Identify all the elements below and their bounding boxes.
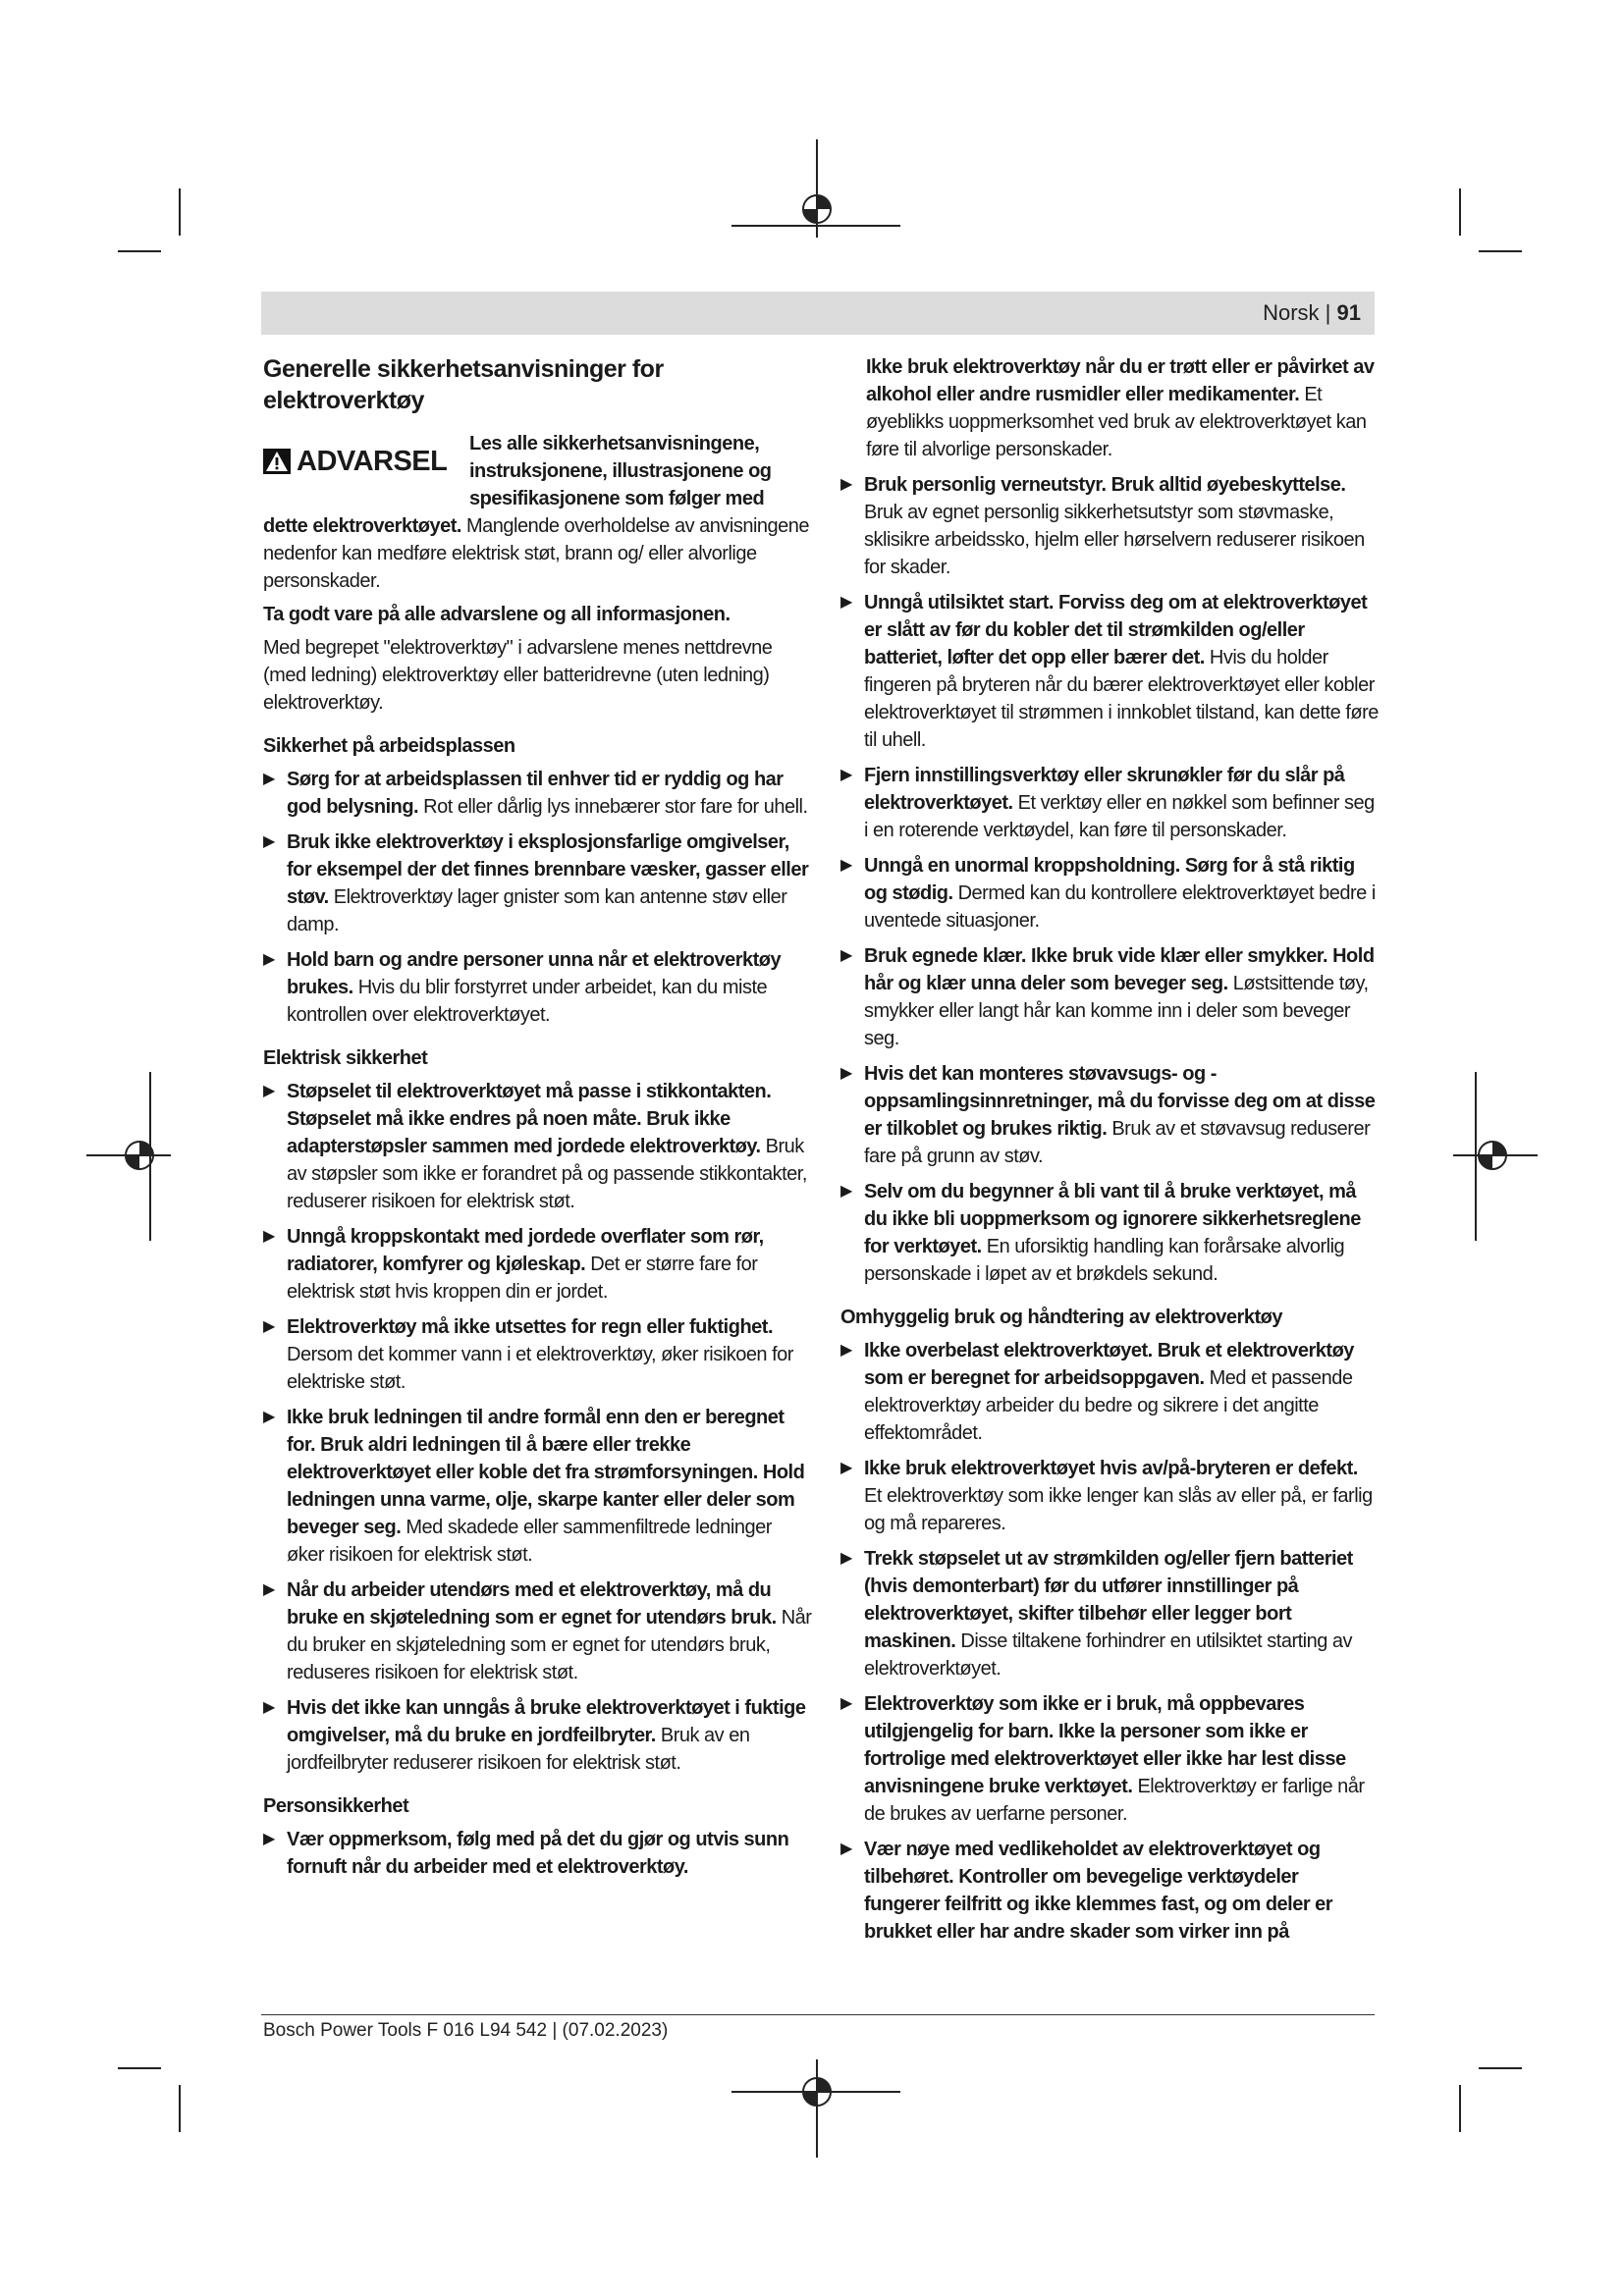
item-bold: Bruk ikke elektroverktøy i eksplosjonsfarlige omgivelser, for eksempel der det finnes brennbare væsker, gasser eller støv. <box>287 831 809 908</box>
item-bold: Ikke bruk elektroverktøy når du er trøtt eller er påvirket av alkohol eller andre rusmidler eller medikamenter. <box>866 356 1375 405</box>
list-item <box>840 852 1379 934</box>
item-bold: Fjern innstillingsverktøy eller skrunøkler før du slår på elektroverktøyet. <box>864 765 1345 814</box>
bullet-arrow-icon: ▶ <box>840 947 852 964</box>
item-text: Når du bruker en skjøteledning som er egnet for utendørs bruk, reduseres risikoen for elektrisk støt. <box>287 1607 812 1683</box>
item-bold: Ikke bruk elektroverktøyet hvis av/på-bryteren er defekt. <box>864 1458 1358 1479</box>
item-text: Løstsittende tøy, smykker eller langt hår kan komme inn i deler som beveger seg. <box>864 973 1369 1049</box>
item-text: Et øyeblikks uoppmerksomhet ved bruk av elektroverktøyet kan føre til alvorlige personskader. <box>866 384 1367 460</box>
item-text: Elektroverktøy er farlige når de brukes av uerfarne personer. <box>864 1776 1365 1825</box>
bullet-arrow-icon: ▶ <box>840 767 852 783</box>
bullet-arrow-icon: ▶ <box>840 857 852 874</box>
crop-mark <box>1459 188 1461 236</box>
item-text: Rot eller dårlig lys innebærer stor fare for uhell. <box>418 796 808 818</box>
list-item <box>263 1826 813 1881</box>
right-list-a <box>840 471 1379 1288</box>
bullet-arrow-icon: ▶ <box>263 1699 275 1716</box>
crop-mark <box>1479 250 1522 252</box>
bullet-arrow-icon: ▶ <box>840 594 852 611</box>
crop-mark <box>1459 2085 1461 2132</box>
section-heading: Personsikkerhet <box>263 1795 409 1817</box>
bullet-arrow-icon: ▶ <box>840 1841 852 1857</box>
warning-body: Manglende overholdelse av anvisningene nedenfor kan medføre elektrisk støt, brann og/ eller alvorlige personskader. <box>263 515 810 592</box>
list-item <box>840 353 1379 463</box>
item-bold: Hvis det kan monteres støvavsugs- og -oppsamlingsinnretninger, må du forvisse deg om at disse er tilkoblet og brukes riktig. <box>864 1063 1376 1140</box>
item-bold: Unngå utilsiktet start. Forviss deg om at elektroverktøyet er slått av før du kobler det til strømkilden og/eller batteriet, løfter det opp eller bærer det. <box>864 592 1368 668</box>
bullet-arrow-icon: ▶ <box>263 1228 275 1245</box>
item-bold: Når du arbeider utendørs med et elektroverktøy, må du bruke en skjøteledning som er egnet for utendørs bruk. <box>287 1579 777 1629</box>
left-sections <box>263 732 813 1881</box>
bullet-arrow-icon: ▶ <box>840 1342 852 1359</box>
crop-mark <box>118 2067 161 2069</box>
item-text: Bruk av en jordfeilbryter reduserer risikoen for elektrisk støt. <box>287 1725 750 1774</box>
item-bold: Unngå kroppskontakt med jordede overflater som rør, radiatorer, komfyrer og kjøleskap. <box>287 1226 764 1275</box>
item-bold: Sørg for at arbeidsplassen til enhver tid er ryddig og har god belysning. <box>287 769 784 818</box>
section-title: Generelle sikkerhetsanvisninger for elektroverktøy <box>263 355 664 414</box>
bullet-arrow-icon: ▶ <box>840 1065 852 1082</box>
section-heading: Omhyggelig bruk og håndtering av elektroverktøy <box>840 1307 1282 1328</box>
bullet-arrow-icon: ▶ <box>263 1083 275 1099</box>
list-item <box>840 1545 1379 1682</box>
list-item <box>263 1404 813 1569</box>
item-bold: Ikke bruk ledningen til andre formål enn den er beregnet for. Bruk aldri ledningen til å bære eller trekke elektroverktøyet eller koble det fra strømforsyningen. Hold ledningen unna varme, olje, skarpe kanter eller deler som beveger seg. <box>287 1407 805 1538</box>
page-number: 91 <box>1336 300 1361 325</box>
item-text: Et elektroverktøy som ikke lenger kan slås av eller på, er farlig og må repareres. <box>864 1485 1373 1534</box>
page-header <box>261 292 1375 335</box>
warning-label: ADVARSEL <box>297 446 448 477</box>
item-text: Dersom det kommer vann i et elektroverktøy, øker risikoen for elektriske støt. <box>287 1344 793 1393</box>
list-item <box>263 1223 813 1306</box>
bullet-arrow-icon: ▶ <box>263 1409 275 1425</box>
footer-divider <box>261 2014 1375 2015</box>
item-bold: Selv om du begynner å bli vant til å bruke verktøyet, må du ikke bli uoppmerksom og ignorere sikkerhetsreglene for verktøyet. <box>864 1181 1361 1257</box>
list-item <box>263 1694 813 1777</box>
right-column <box>840 353 1379 1953</box>
section-heading: Sikkerhet på arbeidsplassen <box>263 735 515 757</box>
list-item <box>263 946 813 1029</box>
item-text: Med et passende elektroverktøy arbeider du bedre og sikrere i det angitte effektområdet. <box>864 1367 1353 1444</box>
item-text: Bruk av støpsler som ikke er forandret på og passende stikkontakter, reduserer risikoen for elektrisk støt. <box>287 1136 807 1212</box>
item-bold: Bruk personlig verneutstyr. Bruk alltid øyebeskyttelse. <box>864 474 1346 496</box>
section-heading: Elektrisk sikkerhet <box>263 1047 428 1069</box>
list-item <box>840 1836 1379 1946</box>
bullet-arrow-icon: ▶ <box>840 1460 852 1476</box>
bullet-arrow-icon: ▶ <box>263 771 275 787</box>
item-bold: Ikke overbelast elektroverktøyet. Bruk et elektroverktøy som er beregnet for arbeidsoppgaven. <box>864 1340 1354 1389</box>
list-item <box>840 942 1379 1052</box>
list-item <box>263 1078 813 1215</box>
item-text: Disse tiltakene forhindrer en utilsiktet starting av elektroverktøyet. <box>864 1630 1353 1680</box>
header-language: Norsk <box>1263 300 1320 325</box>
item-bold: Trekk støpselet ut av strømkilden og/eller fjern batteriet (hvis demonterbart) før du utfører innstillinger på elektroverktøyet, skifter tilbehør eller legger bort maskinen. <box>864 1548 1353 1652</box>
definition-text: Med begrepet "elektroverktøy" i advarslene menes nettdrevne (med ledning) elektroverktøy eller batteridrevne (uten ledning) elektroverktøy. <box>263 637 773 714</box>
item-bold: Hold barn og andre personer unna når et elektroverktøy brukes. <box>287 949 782 998</box>
left-column <box>263 353 813 1889</box>
warning-triangle-icon <box>263 449 291 474</box>
item-text: Dermed kan du kontrollere elektroverktøyet bedre i uventede situasjoner. <box>864 882 1376 932</box>
item-bold: Hvis det ikke kan unngås å bruke elektroverktøyet i fuktige omgivelser, må du bruke en jordfeilbryter. <box>287 1697 806 1746</box>
item-bold: Vær nøye med vedlikeholdet av elektroverktøyet og tilbehøret. Kontroller om bevegelige verktøydeler fungerer feilfritt og ikke klemmes fast, og om deler er brukket eller har andre skader som virker inn på <box>864 1839 1333 1943</box>
list-item <box>840 1178 1379 1288</box>
crop-mark <box>1479 2067 1522 2069</box>
crop-mark <box>179 2085 181 2132</box>
bullet-arrow-icon: ▶ <box>263 1581 275 1598</box>
item-bold: Støpselet til elektroverktøyet må passe i stikkontakten. Støpselet må ikke endres på noen måte. Bruk ikke adapterstøpsler sammen med jordede elektroverktøy. <box>287 1081 772 1157</box>
right-list-b <box>840 1337 1379 1946</box>
bullet-arrow-icon: ▶ <box>840 1695 852 1712</box>
warning-block <box>263 430 813 595</box>
item-bold: Bruk egnede klær. Ikke bruk vide klær eller smykker. Hold hår og klær unna deler som beveger seg. <box>864 945 1375 994</box>
item-text: Et verktøy eller en nøkkel som befinner seg i en roterende verktøydel, kan føre til personskader. <box>864 792 1375 841</box>
list-item <box>840 1690 1379 1828</box>
header-separator: | <box>1319 300 1337 325</box>
item-bold: Vær oppmerksom, følg med på det du gjør og utvis sunn fornuft når du arbeider med et elektroverktøy. <box>287 1829 789 1878</box>
item-text: Hvis du holder fingeren på bryteren når du bærer elektroverktøyet eller kobler elektroverktøyet til strømmen i innkoblet tilstand, kan dette føre til uhell. <box>864 647 1379 751</box>
header-label <box>1263 292 1361 335</box>
list-item <box>840 1337 1379 1447</box>
bullet-arrow-icon: ▶ <box>840 1550 852 1567</box>
list-item <box>263 1576 813 1686</box>
warning-bold: Les alle sikkerhetsanvisningene, instruksjonene, illustrasjonene og spesifikasjonene som følger med dette elektroverktøyet. <box>263 433 772 537</box>
item-text: Bruk av egnet personlig sikkerhetsutstyr som støvmaske, sklisikre arbeidssko, hjelm eller hørselvern reduserer risikoen for skader. <box>864 502 1365 578</box>
item-bold: Unngå en unormal kroppsholdning. Sørg for å stå riktig og stødig. <box>864 855 1355 904</box>
list-item <box>840 762 1379 844</box>
list-item <box>263 1313 813 1396</box>
list-item <box>840 471 1379 581</box>
bullet-arrow-icon: ▶ <box>263 951 275 968</box>
bullet-arrow-icon: ▶ <box>263 833 275 850</box>
item-text: Det er større fare for elektrisk støt hvis kroppen din er jordet. <box>287 1254 758 1303</box>
list-item <box>840 1455 1379 1537</box>
item-text: Bruk av et støvavsug reduserer fare på grunn av støv. <box>864 1118 1371 1167</box>
item-text: Med skadede eller sammenfiltrede ledninger øker risikoen for elektrisk støt. <box>287 1517 772 1566</box>
page-footer: Bosch Power Tools F 016 L94 542 | (07.02.2023) <box>263 2020 669 2041</box>
item-text: Elektroverktøy lager gnister som kan antenne støv eller damp. <box>287 886 787 935</box>
item-text: Hvis du blir forstyrret under arbeidet, kan du miste kontrollen over elektroverktøyet. <box>287 977 768 1026</box>
item-text: En uforsiktig handling kan forårsake alvorlig personskade i løpet av et brøkdels sekund. <box>864 1236 1345 1285</box>
crop-mark <box>118 250 161 252</box>
bullet-arrow-icon: ▶ <box>840 1183 852 1200</box>
list-item <box>840 1060 1379 1170</box>
list-item <box>263 766 813 821</box>
list-item <box>840 589 1379 754</box>
keep-notice: Ta godt vare på alle advarslene og all informasjonen. <box>263 604 731 625</box>
crop-mark <box>179 188 181 236</box>
bullet-arrow-icon: ▶ <box>840 476 852 493</box>
bullet-arrow-icon: ▶ <box>263 1318 275 1335</box>
item-bold: Elektroverktøy må ikke utsettes for regn eller fuktighet. <box>287 1316 774 1338</box>
item-bold: Elektroverktøy som ikke er i bruk, må oppbevares utilgjengelig for barn. Ikke la personer som ikke er fortrolige med elektroverktøyet eller ikke har lest disse anvisningene bruke verktøyet. <box>864 1693 1346 1797</box>
bullet-arrow-icon: ▶ <box>263 1831 275 1847</box>
warning-badge <box>263 432 469 491</box>
list-item <box>263 828 813 938</box>
